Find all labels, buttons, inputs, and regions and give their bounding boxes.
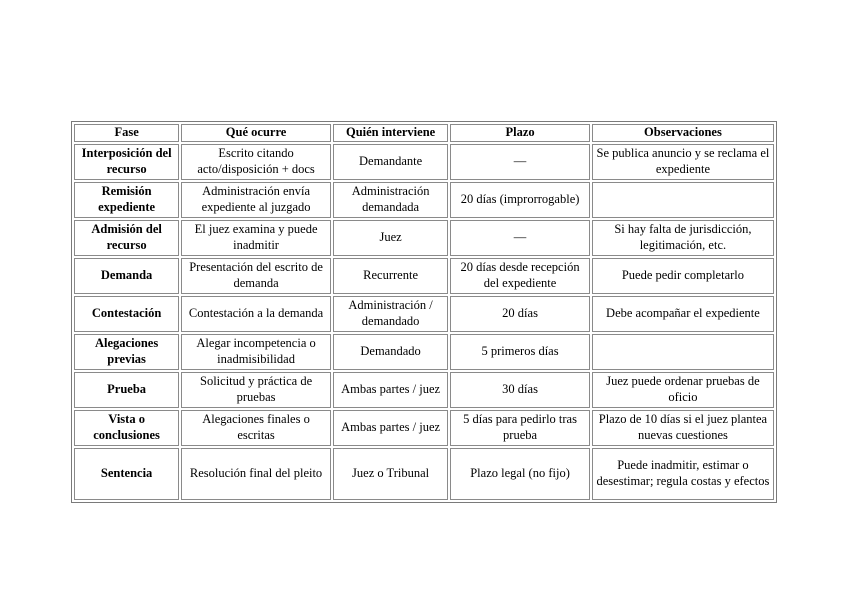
cell-plazo: 5 primeros días	[450, 334, 590, 370]
table-row	[74, 410, 774, 446]
cell-que-ocurre: Resolución final del pleito	[181, 448, 331, 500]
table-row	[74, 334, 774, 370]
cell-observaciones: Plazo de 10 días si el juez plantea nuevas cuestiones	[592, 410, 774, 446]
cell-quien-interviene: Administración / demandado	[333, 296, 448, 332]
cell-quien-interviene: Demandado	[333, 334, 448, 370]
cell-observaciones: Si hay falta de jurisdicción, legitimación, etc.	[592, 220, 774, 256]
cell-que-ocurre: Contestación a la demanda	[181, 296, 331, 332]
cell-observaciones: Debe acompañar el expediente	[592, 296, 774, 332]
cell-plazo: 30 días	[450, 372, 590, 408]
table-row	[74, 182, 774, 218]
cell-plazo: 20 días (improrrogable)	[450, 182, 590, 218]
cell-plazo: 20 días desde recepción del expediente	[450, 258, 590, 294]
table-header-row	[74, 124, 774, 142]
table-row	[74, 144, 774, 180]
table-row	[74, 448, 774, 500]
cell-fase: Demanda	[74, 258, 179, 294]
header-quien-interviene: Quién interviene	[333, 124, 448, 142]
cell-fase: Prueba	[74, 372, 179, 408]
cell-observaciones: Puede pedir completarlo	[592, 258, 774, 294]
cell-quien-interviene: Demandante	[333, 144, 448, 180]
table-row	[74, 220, 774, 256]
cell-plazo: 20 días	[450, 296, 590, 332]
cell-fase: Remisión expediente	[74, 182, 179, 218]
cell-quien-interviene: Juez o Tribunal	[333, 448, 448, 500]
cell-fase: Interposición del recurso	[74, 144, 179, 180]
cell-que-ocurre: Administración envía expediente al juzgado	[181, 182, 331, 218]
header-plazo: Plazo	[450, 124, 590, 142]
cell-fase: Vista o conclusiones	[74, 410, 179, 446]
cell-fase: Alegaciones previas	[74, 334, 179, 370]
cell-que-ocurre: Solicitud y práctica de pruebas	[181, 372, 331, 408]
cell-quien-interviene: Administración demandada	[333, 182, 448, 218]
cell-observaciones	[592, 334, 774, 370]
cell-observaciones: Puede inadmitir, estimar o desestimar; regula costas y efectos	[592, 448, 774, 500]
cell-plazo: —	[450, 220, 590, 256]
cell-quien-interviene: Ambas partes / juez	[333, 372, 448, 408]
cell-quien-interviene: Juez	[333, 220, 448, 256]
cell-fase: Admisión del recurso	[74, 220, 179, 256]
cell-quien-interviene: Ambas partes / juez	[333, 410, 448, 446]
cell-plazo: Plazo legal (no fijo)	[450, 448, 590, 500]
table-row	[74, 296, 774, 332]
table-row	[74, 258, 774, 294]
cell-observaciones: Se publica anuncio y se reclama el expediente	[592, 144, 774, 180]
header-fase: Fase	[74, 124, 179, 142]
cell-quien-interviene: Recurrente	[333, 258, 448, 294]
cell-observaciones	[592, 182, 774, 218]
cell-que-ocurre: El juez examina y puede inadmitir	[181, 220, 331, 256]
header-observaciones: Observaciones	[592, 124, 774, 142]
cell-fase: Sentencia	[74, 448, 179, 500]
cell-que-ocurre: Presentación del escrito de demanda	[181, 258, 331, 294]
table-row	[74, 372, 774, 408]
header-que-ocurre: Qué ocurre	[181, 124, 331, 142]
cell-plazo: 5 días para pedirlo tras prueba	[450, 410, 590, 446]
cell-que-ocurre: Escrito citando acto/disposición + docs	[181, 144, 331, 180]
cell-plazo: —	[450, 144, 590, 180]
cell-que-ocurre: Alegaciones finales o escritas	[181, 410, 331, 446]
cell-que-ocurre: Alegar incompetencia o inadmisibilidad	[181, 334, 331, 370]
cell-fase: Contestación	[74, 296, 179, 332]
cell-observaciones: Juez puede ordenar pruebas de oficio	[592, 372, 774, 408]
procedure-phases-table	[71, 121, 777, 503]
